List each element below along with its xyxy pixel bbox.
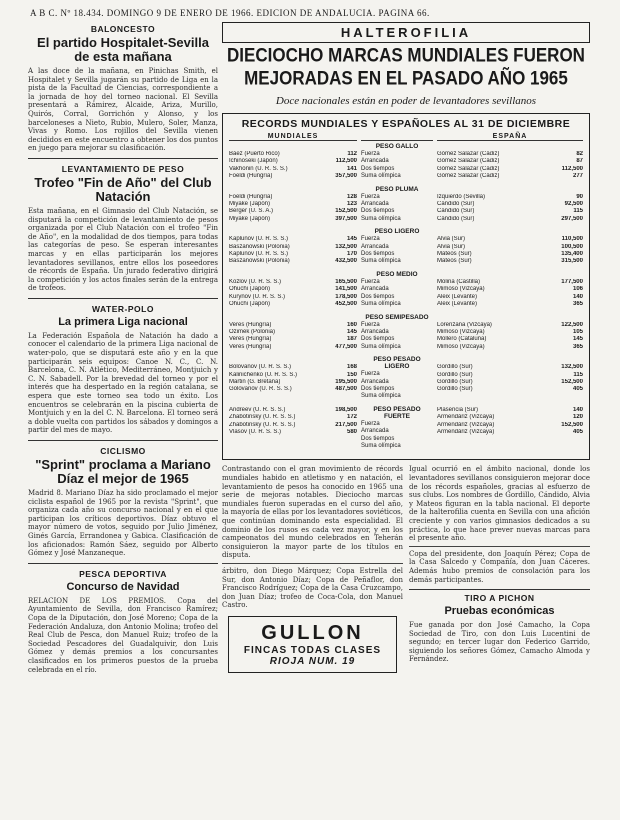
lift-name: Dos tiempos bbox=[361, 251, 395, 258]
category-spacer bbox=[229, 271, 357, 278]
category-label: PESO PESADO FUERTE bbox=[373, 405, 421, 420]
record-value: 452,500 bbox=[335, 301, 357, 308]
ciclismo-article bbox=[28, 444, 218, 558]
article-col-right bbox=[409, 465, 590, 679]
record-value: 115 bbox=[573, 371, 583, 378]
record-value: 487,500 bbox=[335, 386, 357, 393]
athlete-name: Golovanov (U. R. S. S.) bbox=[229, 386, 292, 393]
lift-name: Suma olímpica bbox=[361, 301, 401, 308]
athlete-name: Veres (Hungría) bbox=[229, 321, 272, 328]
athlete-name: Veres (Hungría) bbox=[229, 336, 272, 343]
record-value: 132,500 bbox=[335, 243, 357, 250]
lift-name: Fuerza bbox=[361, 420, 380, 427]
athlete-name: Alvia (Sur) bbox=[437, 236, 466, 243]
record-row bbox=[437, 336, 583, 343]
category-spacer bbox=[229, 356, 357, 363]
world-category bbox=[229, 143, 357, 181]
record-row bbox=[437, 286, 583, 293]
athlete-name: Báez (Puerto Rico) bbox=[229, 151, 280, 157]
article-body: Madrid 8. Mariano Díaz ha sido proclamado el mejor ciclista español de 1965 por la revista "Sprint", que organiza cada año su concurso nacional y en el que participan los críticos deportivos. Díaz obtuvo el mayor número de votos, seguido por Julio Jiménez, Ginés García, Errandonea y Gabica. Clasificación de los aficionados: Ramón Sáez, seguido por Alberto Gómez y José Manzaneque. bbox=[28, 489, 218, 558]
divider bbox=[28, 440, 218, 441]
waterpolo-article bbox=[28, 302, 218, 435]
lift-name: Arrancada bbox=[361, 201, 389, 208]
record-value: 92,500 bbox=[564, 201, 583, 208]
category-spacer bbox=[437, 143, 583, 150]
lift-name: Arrancada bbox=[361, 378, 389, 385]
lift-category bbox=[361, 186, 433, 224]
athlete-name: Berger (U. S. A.) bbox=[229, 208, 274, 215]
record-value: 145 bbox=[346, 328, 357, 335]
article-headline: Pruebas económicas bbox=[444, 605, 555, 618]
record-row bbox=[229, 414, 357, 421]
category-spacer bbox=[437, 356, 583, 363]
levantamiento-article bbox=[28, 162, 218, 293]
record-row bbox=[229, 258, 357, 265]
record-value: 90 bbox=[576, 193, 583, 200]
lift-name: Fuerza bbox=[361, 321, 380, 328]
ad-brand: GULLON bbox=[261, 621, 364, 644]
lift-name: Dos tiempos bbox=[361, 165, 395, 172]
record-row bbox=[229, 201, 357, 208]
record-row bbox=[229, 372, 357, 379]
record-row bbox=[229, 329, 357, 336]
record-value: 177,500 bbox=[561, 278, 583, 285]
record-value: 165,500 bbox=[335, 278, 357, 285]
record-value: 141,500 bbox=[335, 286, 357, 293]
world-category bbox=[229, 314, 357, 352]
record-value: 145 bbox=[572, 336, 583, 343]
athlete-name: Alvia (Sur) bbox=[437, 243, 466, 250]
column-header bbox=[361, 133, 433, 141]
category-label: PESO GALLO bbox=[375, 143, 419, 150]
record-value: 277 bbox=[572, 173, 583, 180]
lift-category bbox=[361, 228, 433, 266]
lift-name: Arrancada bbox=[361, 158, 389, 165]
record-value: 195,500 bbox=[335, 378, 357, 385]
record-row bbox=[437, 329, 583, 336]
record-value: 140 bbox=[572, 293, 583, 300]
record-row bbox=[229, 364, 357, 371]
ad-line: FINCAS TODAS CLASES bbox=[243, 644, 382, 656]
main-headline: DIECIOCHO MARCAS MUNDIALES FUERON MEJORADAS EN EL PASADO AÑO 1965 bbox=[227, 44, 585, 89]
record-row bbox=[437, 279, 583, 286]
record-row bbox=[437, 166, 583, 173]
record-value: 112,500 bbox=[561, 165, 583, 172]
lift-category bbox=[361, 314, 433, 352]
record-row bbox=[437, 258, 583, 265]
record-row bbox=[437, 201, 583, 208]
record-row bbox=[437, 194, 583, 201]
category-spacer bbox=[229, 143, 357, 150]
record-row bbox=[229, 279, 357, 286]
spain-category bbox=[437, 314, 583, 352]
athlete-name: Foeldi (Hungría) bbox=[229, 173, 273, 180]
lift-name: Suma olímpica bbox=[361, 258, 401, 265]
athlete-name: Bolovanov (U. R. S. S.) bbox=[229, 364, 292, 371]
spain-column bbox=[437, 133, 583, 455]
world-category bbox=[229, 186, 357, 224]
athlete-name: Mimoso (Vizcaya) bbox=[437, 343, 485, 350]
record-value: 152,500 bbox=[561, 378, 583, 385]
record-row bbox=[229, 236, 357, 243]
record-value: 152,500 bbox=[335, 208, 357, 215]
record-value: 172 bbox=[346, 414, 357, 421]
article-body: Esta mañana, en el Gimnasio del Club Natación, se disputará la competición de levantamiento de pesos organizada por el Club Natación con el trofeo "Fin de Año", en la modalidad de dos tiempos, para todas las categorías de peso. Se esperan interesantes marcas y en ellas participarán los mejores levantadores sevillanos, entre ellos los poseedores de récords de España. Un jurado federativo dirigirá la competición y los actos finales serán de la entrega de trofeos. bbox=[28, 206, 218, 293]
record-value: 357,500 bbox=[335, 173, 357, 180]
record-value: 122,500 bbox=[561, 321, 583, 328]
section-label: TIRO A PICHON bbox=[464, 593, 535, 604]
article-col-left bbox=[222, 465, 403, 679]
article-body: A las doce de la mañana, en Pinichas Smith, el Hospitalet y Sevilla jugarán su partido de Liga en la pista de la Facultad de Ciencias, correspondiente a la jornada de hoy del torneo nacional. El Sevilla presentará a Rámirez, Alcaide, Ariza, Murillo, Quirós, Corral, Gorrichón y Alonso, y los barceloneses a Nieto, Rubio, Mulero, Soler, Manza, Vivas y Romo. Los rojillos del Sevilla vienen decididos en este encuentro a obtener los dos puntos en juego para mejorar su clasificación. bbox=[28, 67, 218, 153]
lift-name: Suma olímpica bbox=[361, 442, 401, 449]
records-table bbox=[222, 113, 590, 460]
record-row bbox=[437, 414, 583, 421]
spain-category bbox=[437, 356, 583, 394]
athlete-name: Vakhonin (U. R. S. S.) bbox=[229, 165, 288, 172]
lift-name: Dos tiempos bbox=[361, 385, 395, 392]
record-value: 82 bbox=[576, 151, 583, 157]
athlete-name: Mimoso (Vizcaya) bbox=[437, 328, 485, 335]
lift-category bbox=[361, 356, 433, 401]
record-row bbox=[229, 244, 357, 251]
article-body: Igual ocurrió en el ámbito nacional, donde los levantadores sevillanos consiguieron mejorar doce de los récords españoles, gracias al esfuerzo de sus clubs. Los nombres de Gordillo, Cándido, Alvia y Mateos figuran en la tabla nacional. El deporte de la halterofilia cuenta en Sevilla con una afición creciente y con varios gimnasios dedicados a su práctica, lo que hace prever nuevas marcas para el presente año. bbox=[409, 465, 590, 543]
left-column bbox=[28, 22, 218, 812]
lift-name: Arrancada bbox=[361, 328, 389, 335]
spain-category bbox=[437, 143, 583, 181]
record-value: 178,500 bbox=[335, 293, 357, 300]
athlete-name: Kaplunov (U. R. S. S.) bbox=[229, 236, 289, 243]
record-row bbox=[229, 344, 357, 351]
article-headline: Trofeo "Fin de Año" del Club Natación bbox=[34, 174, 212, 204]
sub-headline: Doce nacionales están en poder de levantadores sevillanos bbox=[275, 95, 537, 107]
athlete-name: Gómez Salazar (Cádiz) bbox=[437, 173, 500, 180]
record-value: 106 bbox=[572, 286, 583, 293]
athlete-name: Lorenzana (Vizcaya) bbox=[437, 321, 492, 328]
record-row bbox=[437, 422, 583, 429]
record-row bbox=[437, 344, 583, 351]
record-value: 397,500 bbox=[335, 215, 357, 222]
athlete-name: Gordillo (Sur) bbox=[437, 364, 473, 371]
world-category bbox=[229, 228, 357, 266]
athlete-name: Miyake (Japón) bbox=[229, 201, 271, 208]
record-value: 120 bbox=[572, 414, 583, 421]
divider bbox=[28, 158, 218, 159]
athlete-name: Kaplunov (U. R. S. S.) bbox=[229, 251, 289, 258]
category-spacer bbox=[229, 314, 357, 321]
category-spacer bbox=[229, 228, 357, 235]
category-label: PESO LIGERO bbox=[374, 228, 420, 236]
record-value: 132,500 bbox=[561, 364, 583, 371]
world-category bbox=[229, 271, 357, 309]
record-row bbox=[437, 151, 583, 158]
record-value: 100,500 bbox=[561, 243, 583, 250]
lift-name: Dos tiempos bbox=[361, 435, 395, 442]
article-body: La Federación Española de Natación ha dado a conocer el calendario de la primera Liga nacional de water-polo, que se disputará este año y en la que participarán seis equipos: Canoe N. C., C. N. Barcelona, C. N. Atlético, Mediterráneo, Montjuich y C. N. Sabadell. Por la brevedad del torneo y por el interés que ha despertado en la región catalana, se espera que este torneo sea todo un éxito. Los encuentros se celebrarán en la piscina cubierta de Montjuich y en la del C. N. Barcelona. El torneo será a doble vuelta con partidos los sábados y domingos a partir del mes de mayo. bbox=[28, 331, 218, 435]
record-value: 405 bbox=[572, 386, 583, 393]
column-header: MUNDIALES bbox=[229, 133, 357, 141]
section-label: LEVANTAMIENTO DE PESO bbox=[61, 163, 185, 174]
lift-name: Dos tiempos bbox=[361, 336, 395, 343]
category-spacer bbox=[229, 186, 357, 193]
article-columns bbox=[222, 465, 590, 679]
category-spacer bbox=[229, 399, 357, 406]
record-row bbox=[229, 151, 357, 158]
lift-name: Fuerza bbox=[361, 278, 380, 285]
record-row bbox=[229, 301, 357, 308]
article-body: RELACION DE LOS PREMIOS. Copa del Ayuntamiento de Sevilla, don Francisco Ramírez; Copa de la Diputación, don José Moreno; Copa de la Federación Andaluza, don Antonio Molina; trofeo del Real Club de Pesca, don Manuel Ruiz; trofeo de la Sociedad Pescadores del Guadalquivir, don Luis Gómez y demás premios a los concursantes clasificados en los primeros puestos de la prueba celebrada en el río. bbox=[28, 596, 218, 674]
article-body: Copa del presidente, don Joaquín Pérez; Copa de la Casa Salcedo y Compañía, don Juan Cáceres. Además hubo premios de consolación para los demás participantes. bbox=[409, 549, 590, 584]
athlete-name: Mateos (Sur) bbox=[437, 258, 472, 265]
record-row bbox=[437, 251, 583, 258]
athlete-name: Izquierdo (Sevilla) bbox=[437, 193, 486, 200]
lift-name: Arrancada bbox=[361, 286, 389, 293]
record-row bbox=[437, 407, 583, 414]
record-value: 135,400 bbox=[561, 251, 583, 258]
record-row bbox=[229, 322, 357, 329]
record-value: 115 bbox=[573, 208, 583, 215]
article-headline: El partido Hospitalet-Sevilla de esta mañana bbox=[37, 35, 209, 64]
record-row bbox=[437, 208, 583, 215]
record-value: 580 bbox=[346, 428, 357, 435]
record-row bbox=[437, 158, 583, 165]
record-value: 112,500 bbox=[335, 158, 357, 165]
category-spacer bbox=[437, 399, 583, 406]
record-row bbox=[437, 301, 583, 308]
lift-name: Fuerza bbox=[361, 151, 380, 157]
athlete-name: Miyake (Japón) bbox=[229, 215, 271, 222]
lift-category bbox=[361, 406, 433, 451]
record-row bbox=[229, 286, 357, 293]
record-value: 110,500 bbox=[561, 236, 583, 243]
record-row bbox=[437, 379, 583, 386]
record-row bbox=[229, 407, 357, 414]
record-row bbox=[437, 429, 583, 436]
record-row bbox=[437, 364, 583, 371]
category-label: PESO SEMIPESADO bbox=[365, 313, 429, 321]
record-value: 140 bbox=[572, 406, 583, 413]
divider bbox=[28, 563, 218, 564]
athlete-name: Vlasov (U. R. S. S.) bbox=[229, 428, 282, 435]
record-value: 477,500 bbox=[335, 343, 357, 350]
athlete-name: Veres (Hungría) bbox=[229, 343, 272, 350]
record-row bbox=[437, 216, 583, 223]
lift-name: Suma olímpica bbox=[361, 173, 401, 180]
athlete-name: Aleix (Levante) bbox=[437, 293, 478, 300]
record-value: 365 bbox=[572, 301, 583, 308]
world-records bbox=[229, 143, 357, 436]
athlete-name: Armendáriz (Vizcaya) bbox=[437, 414, 495, 421]
record-value: 105 bbox=[572, 328, 583, 335]
records-title: RECORDS MUNDIALES Y ESPAÑOLES AL 31 DE DICIEMBRE bbox=[241, 118, 571, 130]
athlete-name: Kurynov (U. R. S. S.) bbox=[229, 293, 286, 300]
article-body: Fue ganada por don José Camacho, la Copa Sociedad de Tiro, con don Luis Lucentini de segundo; en tercer lugar don Federico Garrido, siguiendo los señores Gómez, Camacho Almoda y Fernández. bbox=[409, 621, 590, 664]
athlete-name: Gordillo (Sur) bbox=[437, 371, 473, 378]
record-value: 112 bbox=[347, 151, 357, 157]
record-row bbox=[229, 158, 357, 165]
section-label: BALONCESTO bbox=[90, 24, 156, 34]
record-value: 160 bbox=[346, 321, 357, 328]
world-category bbox=[229, 399, 357, 437]
section-label: CICLISMO bbox=[100, 446, 146, 456]
lift-name: Suma olímpica bbox=[361, 393, 401, 400]
record-value: 128 bbox=[346, 193, 357, 200]
record-value: 432,500 bbox=[335, 258, 357, 265]
record-row bbox=[229, 173, 357, 180]
lift-name: Suma olímpica bbox=[361, 343, 401, 350]
section-label: PESCA DEPORTIVA bbox=[79, 568, 167, 579]
record-row bbox=[229, 422, 357, 429]
record-value: 217,500 bbox=[335, 421, 357, 428]
spain-category bbox=[437, 271, 583, 309]
athlete-name: Ozimek (Polonia) bbox=[229, 328, 276, 335]
athlete-name: Kozlov (U. R. S. S.) bbox=[229, 278, 282, 285]
athlete-name: Gordillo (Sur) bbox=[437, 386, 473, 393]
divider bbox=[409, 589, 590, 590]
record-row bbox=[229, 208, 357, 215]
athlete-name: Gómez Salazar (Cádiz) bbox=[437, 151, 500, 157]
record-value: 170 bbox=[346, 251, 357, 258]
record-value: 168 bbox=[346, 364, 357, 371]
record-row bbox=[229, 216, 357, 223]
athlete-name: Mateos (Sur) bbox=[437, 251, 472, 258]
record-row bbox=[229, 194, 357, 201]
category-spacer bbox=[437, 271, 583, 278]
spain-category bbox=[437, 186, 583, 224]
right-column bbox=[222, 22, 590, 812]
article-body: árbitro, don Diego Márquez; Copa Estrella del Sur, don Antonio Díaz; Copa de Peñaflor, don Francisco Rodríguez; Copa de la Casa Cruzcampo, don Juan Díaz; trofeo de Coca-Cola, don Manuel Castro. bbox=[222, 566, 403, 610]
record-value: 315,500 bbox=[561, 258, 583, 265]
athlete-name: Armendáriz (Vizcaya) bbox=[437, 421, 495, 428]
lift-name: Arrancada bbox=[361, 428, 389, 435]
article-body: Contrastando con el gran movimiento de récords mundiales habido en atletismo y en natación, el levantamiento de pesos ha conocido en 1965 una serie de mejoras notables. Dieciocho marcas mundiales fueron superadas en el curso del año, la mayoría de ellas por los levantadores soviéticos, que continúan dominando esta especialidad. El dominio de los rusos es cada vez mayor, y en los campeonatos del mundo celebrados en Teherán consiguieron la mayor parte de los títulos en disputa. bbox=[222, 465, 403, 560]
spain-category bbox=[437, 228, 583, 266]
record-value: 123 bbox=[346, 201, 357, 208]
record-row bbox=[229, 251, 357, 258]
athlete-name: Andreev (U. R. S. S.) bbox=[229, 406, 286, 413]
record-value: 297,500 bbox=[561, 215, 583, 222]
article-headline: Concurso de Navidad bbox=[66, 580, 180, 593]
athlete-name: Mimoso (Vizcaya) bbox=[437, 286, 485, 293]
athlete-name: Aleix (Levante) bbox=[437, 301, 478, 308]
athlete-name: Molina (Castilla) bbox=[437, 278, 481, 285]
athlete-name: Kalinichenko (U. R. S. S.) bbox=[229, 371, 298, 378]
lift-name: Fuerza bbox=[361, 236, 380, 243]
category-label: PESO PESADO LIGERO bbox=[373, 356, 421, 371]
record-value: 150 bbox=[346, 371, 357, 378]
athlete-name: Armendáriz (Vizcaya) bbox=[437, 428, 495, 435]
record-row bbox=[437, 322, 583, 329]
record-row bbox=[437, 244, 583, 251]
record-value: 187 bbox=[346, 336, 357, 343]
athlete-name: Zhabotinsky (U. R. S. S.) bbox=[229, 421, 296, 428]
spain-category bbox=[437, 399, 583, 437]
athlete-name: Cándido (Sur) bbox=[437, 201, 475, 208]
column-header: ESPAÑA bbox=[437, 133, 583, 141]
category-spacer bbox=[437, 186, 583, 193]
category-spacer bbox=[437, 228, 583, 235]
athlete-name: Baszanowski (Polonia) bbox=[229, 243, 290, 250]
athlete-name: Cándido (Sur) bbox=[437, 215, 475, 222]
lift-name: Fuerza bbox=[361, 371, 380, 378]
record-row bbox=[437, 236, 583, 243]
record-value: 365 bbox=[572, 343, 583, 350]
record-row bbox=[229, 379, 357, 386]
record-row bbox=[229, 166, 357, 173]
categories bbox=[361, 143, 433, 450]
divider bbox=[222, 563, 403, 564]
lift-name: Fuerza bbox=[361, 193, 380, 200]
lift-category bbox=[361, 143, 433, 181]
category-spacer bbox=[437, 314, 583, 321]
athlete-name: Ohuchi (Japón) bbox=[229, 301, 271, 308]
record-row bbox=[229, 336, 357, 343]
record-value: 87 bbox=[576, 158, 583, 165]
lift-name: Dos tiempos bbox=[361, 293, 395, 300]
athlete-name: Baszanowski (Polonia) bbox=[229, 258, 290, 265]
record-value: 141 bbox=[346, 165, 357, 172]
lift-name: Suma olímpica bbox=[361, 215, 401, 222]
record-row bbox=[437, 386, 583, 393]
ad-line: RIOJA NUM. 19 bbox=[269, 655, 356, 667]
athlete-name: Gómez Salazar (Cádiz) bbox=[437, 158, 500, 165]
spain-records bbox=[437, 143, 583, 436]
record-row bbox=[437, 372, 583, 379]
record-row bbox=[437, 294, 583, 301]
record-value: 198,500 bbox=[335, 406, 357, 413]
record-value: 152,500 bbox=[561, 421, 583, 428]
record-row bbox=[229, 429, 357, 436]
article-headline: "Sprint" proclama a Mariano Díaz el mejor de 1965 bbox=[35, 457, 211, 486]
world-category bbox=[229, 356, 357, 394]
section-label: WATER-POLO bbox=[92, 303, 154, 314]
section-banner: HALTEROFILIA bbox=[222, 22, 590, 43]
records-grid bbox=[229, 133, 583, 455]
athlete-name: Plasencia (Sur) bbox=[437, 406, 479, 413]
category-label: PESO MEDIO bbox=[376, 270, 418, 278]
article-headline: La primera Liga nacional bbox=[58, 315, 188, 328]
athlete-name: Foeldi (Hungría) bbox=[229, 193, 273, 200]
athlete-name: Ichinoseki (Japón) bbox=[229, 158, 278, 165]
lift-name: Arrancada bbox=[361, 243, 389, 250]
divider bbox=[409, 546, 590, 547]
world-column bbox=[229, 133, 357, 455]
advertisement bbox=[228, 616, 397, 673]
running-head: A B C. Nº 18.434. DOMINGO 9 DE ENERO DE 1966. EDICION DE ANDALUCIA. PAGINA 66. bbox=[30, 8, 430, 18]
athlete-name: Gordillo (Sur) bbox=[437, 378, 473, 385]
baloncesto-article bbox=[28, 22, 218, 153]
record-row bbox=[229, 386, 357, 393]
divider bbox=[28, 298, 218, 299]
record-row bbox=[437, 173, 583, 180]
athlete-name: Ohuchi (Japón) bbox=[229, 286, 271, 293]
category-label: PESO PLUMA bbox=[375, 185, 419, 193]
record-row bbox=[229, 294, 357, 301]
category-column bbox=[361, 133, 433, 455]
record-value: 405 bbox=[572, 428, 583, 435]
athlete-name: Cándido (Sur) bbox=[437, 208, 475, 215]
athlete-name: Gómez Salazar (Cádiz) bbox=[437, 165, 500, 172]
athlete-name: Martin (G. Bretaña) bbox=[229, 378, 281, 385]
athlete-name: Zhabotinsky (U. R. S. S.) bbox=[229, 414, 296, 421]
pesca-article bbox=[28, 567, 218, 674]
record-value: 145 bbox=[346, 236, 357, 243]
lift-name: Dos tiempos bbox=[361, 208, 395, 215]
athlete-name: Mollero (Cataluña) bbox=[437, 336, 487, 343]
lift-category bbox=[361, 271, 433, 309]
